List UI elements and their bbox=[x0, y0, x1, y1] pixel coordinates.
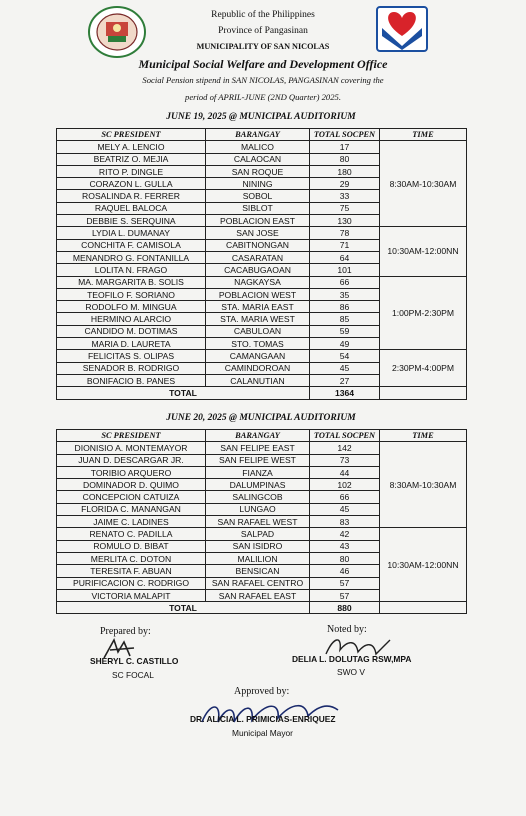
day1-schedule-table bbox=[56, 128, 467, 400]
sc-president-cell: DIONISIO A. MONTEMAYOR bbox=[57, 442, 206, 454]
sc-president-cell: MARIA D. LAURETA bbox=[57, 338, 206, 350]
sc-president-cell: MENANDRO G. FONTANILLA bbox=[57, 251, 206, 263]
prepared-name: SHERYL C. CASTILLO bbox=[90, 656, 179, 666]
col-header-time: TIME bbox=[380, 430, 467, 442]
total-time-blank bbox=[380, 387, 467, 399]
sc-president-cell: ROMULO D. BIBAT bbox=[57, 540, 206, 552]
sc-president-cell: RAQUEL BALOCA bbox=[57, 202, 206, 214]
barangay-cell: NAGKAYSA bbox=[206, 276, 310, 288]
barangay-cell: SAN JOSE bbox=[206, 227, 310, 239]
sc-president-cell: FLORIDA C. MANANGAN bbox=[57, 503, 206, 515]
table-row bbox=[57, 528, 467, 540]
time-slot-cell: 10:30AM-12:00NN bbox=[380, 227, 467, 276]
barangay-cell: POBLACION EAST bbox=[206, 215, 310, 227]
sc-president-cell: CONCEPCION CATUIZA bbox=[57, 491, 206, 503]
total-socpen-cell: 101 bbox=[310, 264, 380, 276]
barangay-cell: DALUMPINAS bbox=[206, 479, 310, 491]
total-socpen-cell: 43 bbox=[310, 540, 380, 552]
col-header-total: TOTAL SOCPEN bbox=[310, 129, 380, 141]
total-socpen-cell: 59 bbox=[310, 325, 380, 337]
noted-by-label: Noted by: bbox=[327, 624, 367, 635]
barangay-cell: SOBOL bbox=[206, 190, 310, 202]
total-socpen-cell: 46 bbox=[310, 565, 380, 577]
sc-president-cell: JUAN D. DESCARGAR JR. bbox=[57, 454, 206, 466]
sc-president-cell: MERLITA C. DOTON bbox=[57, 552, 206, 564]
col-header-time: TIME bbox=[380, 129, 467, 141]
total-socpen-cell: 44 bbox=[310, 466, 380, 478]
total-socpen-cell: 78 bbox=[310, 227, 380, 239]
total-socpen-cell: 33 bbox=[310, 190, 380, 202]
total-socpen-cell: 75 bbox=[310, 202, 380, 214]
barangay-cell: CAMINDOROAN bbox=[206, 362, 310, 374]
total-socpen-cell: 57 bbox=[310, 577, 380, 589]
sc-president-cell: MA. MARGARITA B. SOLIS bbox=[57, 276, 206, 288]
sc-president-cell: TEOFILO F. SORIANO bbox=[57, 288, 206, 300]
barangay-cell: MALILION bbox=[206, 552, 310, 564]
barangay-cell: CABULOAN bbox=[206, 325, 310, 337]
noted-title: SWO V bbox=[337, 667, 365, 677]
barangay-cell: SAN RAFAEL CENTRO bbox=[206, 577, 310, 589]
table-row bbox=[57, 276, 467, 288]
sc-president-cell: RODOLFO M. MINGUA bbox=[57, 301, 206, 313]
barangay-cell: SAN ROQUE bbox=[206, 165, 310, 177]
barangay-cell: CABITNONGAN bbox=[206, 239, 310, 251]
sc-president-cell: DOMINADOR D. QUIMO bbox=[57, 479, 206, 491]
total-socpen-cell: 71 bbox=[310, 239, 380, 251]
table-row bbox=[57, 227, 467, 239]
barangay-cell: STO. TOMAS bbox=[206, 338, 310, 350]
col-header-president: SC PRESIDENT bbox=[57, 430, 206, 442]
sc-president-cell: LYDIA L. DUMANAY bbox=[57, 227, 206, 239]
sc-president-cell: RENATO C. PADILLA bbox=[57, 528, 206, 540]
time-slot-cell: 10:30AM-12:00NN bbox=[380, 528, 467, 602]
total-socpen-cell: 83 bbox=[310, 516, 380, 528]
col-header-total: TOTAL SOCPEN bbox=[310, 430, 380, 442]
total-socpen-cell: 130 bbox=[310, 215, 380, 227]
barangay-cell: SAN RAFAEL EAST bbox=[206, 589, 310, 601]
total-socpen-cell: 86 bbox=[310, 301, 380, 313]
noted-name: DELIA L. DOLUTAG RSW,MPA bbox=[292, 654, 412, 664]
day2-schedule-table bbox=[56, 429, 467, 614]
header-province: Province of Pangasinan bbox=[218, 26, 308, 36]
sc-president-cell: BEATRIZ O. MEJIA bbox=[57, 153, 206, 165]
total-value: 1364 bbox=[310, 387, 380, 399]
barangay-cell: SAN ISIDRO bbox=[206, 540, 310, 552]
barangay-cell: BENSICAN bbox=[206, 565, 310, 577]
sc-president-cell: MELY A. LENCIO bbox=[57, 141, 206, 153]
total-socpen-cell: 142 bbox=[310, 442, 380, 454]
prepared-title: SC FOCAL bbox=[112, 670, 154, 680]
total-row bbox=[57, 602, 467, 614]
total-label: TOTAL bbox=[57, 602, 310, 614]
time-slot-cell: 2:30PM-4:00PM bbox=[380, 350, 467, 387]
approved-signature bbox=[196, 692, 346, 732]
header-municipality: MUNICIPALITY OF SAN NICOLAS bbox=[196, 42, 330, 51]
barangay-cell: MALICO bbox=[206, 141, 310, 153]
total-socpen-cell: 57 bbox=[310, 589, 380, 601]
total-socpen-cell: 64 bbox=[310, 251, 380, 263]
table-row bbox=[57, 141, 467, 153]
sc-president-cell: LOLITA N. FRAGO bbox=[57, 264, 206, 276]
total-label: TOTAL bbox=[57, 387, 310, 399]
col-header-barangay: BARANGAY bbox=[206, 430, 310, 442]
approved-name: DR. ALICIA L. PRIMICIAS-ENRIQUEZ bbox=[190, 714, 336, 724]
barangay-cell: CALAOCAN bbox=[206, 153, 310, 165]
total-row bbox=[57, 387, 467, 399]
barangay-cell: LUNGAO bbox=[206, 503, 310, 515]
total-socpen-cell: 45 bbox=[310, 503, 380, 515]
time-slot-cell: 8:30AM-10:30AM bbox=[380, 141, 467, 227]
time-slot-cell: 8:30AM-10:30AM bbox=[380, 442, 467, 528]
header-row bbox=[57, 129, 467, 141]
header-row bbox=[57, 430, 467, 442]
prepared-by-label: Prepared by: bbox=[100, 626, 151, 637]
time-slot-cell: 1:00PM-2:30PM bbox=[380, 276, 467, 350]
sc-president-cell: SENADOR B. RODRIGO bbox=[57, 362, 206, 374]
table-row bbox=[57, 350, 467, 362]
sc-president-cell: CORAZON L. GULLA bbox=[57, 178, 206, 190]
total-socpen-cell: 80 bbox=[310, 153, 380, 165]
sc-president-cell: CANDIDO M. DOTIMAS bbox=[57, 325, 206, 337]
col-header-barangay: BARANGAY bbox=[206, 129, 310, 141]
barangay-cell: STA. MARIA WEST bbox=[206, 313, 310, 325]
sc-president-cell: TERESITA F. ABUAN bbox=[57, 565, 206, 577]
barangay-cell: SIBLOT bbox=[206, 202, 310, 214]
barangay-cell: CACABUGAOAN bbox=[206, 264, 310, 276]
total-socpen-cell: 35 bbox=[310, 288, 380, 300]
approved-title: Municipal Mayor bbox=[232, 728, 293, 738]
description-line-1: Social Pension stipend in SAN NICOLAS, PANGASINAN covering the bbox=[142, 75, 384, 85]
barangay-cell: CALANUTIAN bbox=[206, 374, 310, 386]
total-socpen-cell: 29 bbox=[310, 178, 380, 190]
barangay-cell: SAN FELIPE WEST bbox=[206, 454, 310, 466]
sc-president-cell: FELICITAS S. OLIPAS bbox=[57, 350, 206, 362]
barangay-cell: SALINGCOB bbox=[206, 491, 310, 503]
barangay-cell: SALPAD bbox=[206, 528, 310, 540]
total-socpen-cell: 66 bbox=[310, 276, 380, 288]
sc-president-cell: VICTORIA MALAPIT bbox=[57, 589, 206, 601]
barangay-cell: SAN RAFAEL WEST bbox=[206, 516, 310, 528]
total-socpen-cell: 80 bbox=[310, 552, 380, 564]
approved-by-label: Approved by: bbox=[234, 686, 290, 697]
header-republic: Republic of the Philippines bbox=[211, 10, 315, 20]
office-title: Municipal Social Welfare and Development Office bbox=[138, 57, 388, 71]
barangay-cell: CASARATAN bbox=[206, 251, 310, 263]
barangay-cell: CAMANGAAN bbox=[206, 350, 310, 362]
barangay-cell: STA. MARIA EAST bbox=[206, 301, 310, 313]
total-socpen-cell: 73 bbox=[310, 454, 380, 466]
sc-president-cell: TORIBIO ARQUERO bbox=[57, 466, 206, 478]
barangay-cell: NINING bbox=[206, 178, 310, 190]
sc-president-cell: PURIFICACION C. RODRIGO bbox=[57, 577, 206, 589]
barangay-cell: SAN FELIPE EAST bbox=[206, 442, 310, 454]
sc-president-cell: RITO P. DINGLE bbox=[57, 165, 206, 177]
total-socpen-cell: 49 bbox=[310, 338, 380, 350]
sc-president-cell: BONIFACIO B. PANES bbox=[57, 374, 206, 386]
sc-president-cell: HERMINO ALARCIO bbox=[57, 313, 206, 325]
sc-president-cell: DEBBIE S. SERQUINA bbox=[57, 215, 206, 227]
total-time-blank bbox=[380, 602, 467, 614]
total-socpen-cell: 85 bbox=[310, 313, 380, 325]
total-socpen-cell: 66 bbox=[310, 491, 380, 503]
description-line-2: period of APRIL-JUNE (2ND Quarter) 2025. bbox=[185, 92, 341, 102]
total-socpen-cell: 180 bbox=[310, 165, 380, 177]
total-value: 880 bbox=[310, 602, 380, 614]
total-socpen-cell: 54 bbox=[310, 350, 380, 362]
total-socpen-cell: 102 bbox=[310, 479, 380, 491]
barangay-cell: POBLACION WEST bbox=[206, 288, 310, 300]
total-socpen-cell: 45 bbox=[310, 362, 380, 374]
day2-title: JUNE 20, 2025 @ MUNICIPAL AUDITORIUM bbox=[166, 413, 356, 423]
total-socpen-cell: 17 bbox=[310, 141, 380, 153]
table-row bbox=[57, 442, 467, 454]
col-header-president: SC PRESIDENT bbox=[57, 129, 206, 141]
total-socpen-cell: 42 bbox=[310, 528, 380, 540]
day1-title: JUNE 19, 2025 @ MUNICIPAL AUDITORIUM bbox=[166, 112, 356, 122]
sc-president-cell: CONCHITA F. CAMISOLA bbox=[57, 239, 206, 251]
barangay-cell: FIANZA bbox=[206, 466, 310, 478]
sc-president-cell: ROSALINDA R. FERRER bbox=[57, 190, 206, 202]
total-socpen-cell: 27 bbox=[310, 374, 380, 386]
sc-president-cell: JAIME C. LADINES bbox=[57, 516, 206, 528]
